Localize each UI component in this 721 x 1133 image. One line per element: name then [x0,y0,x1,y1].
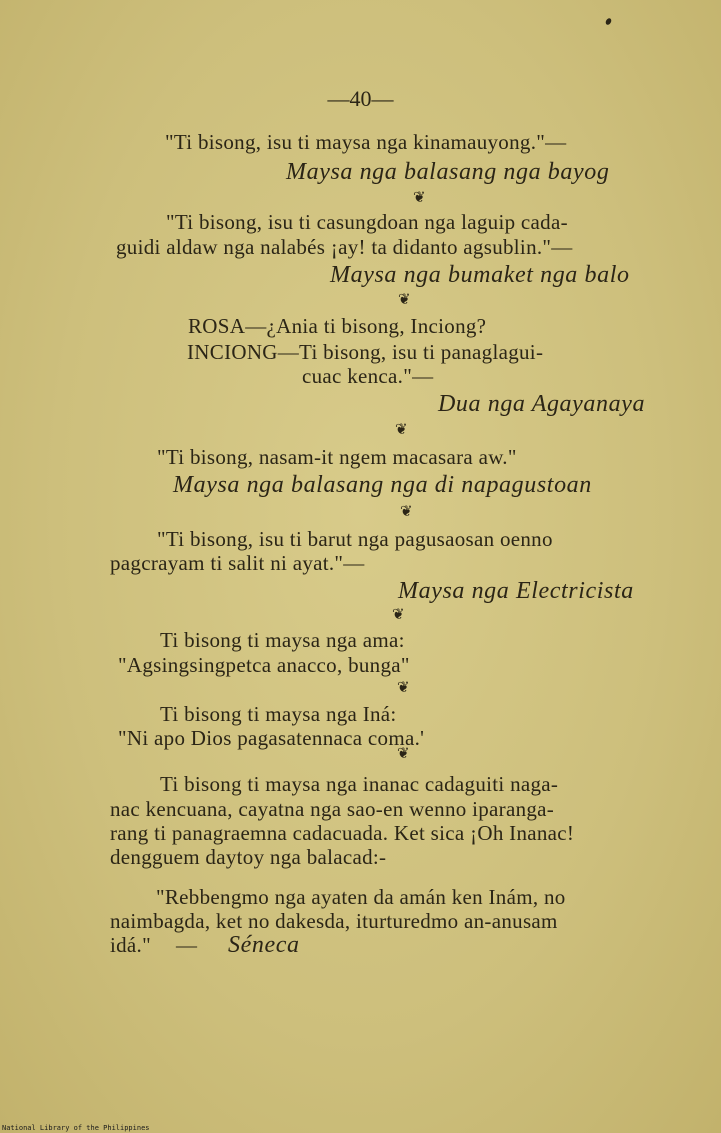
seneca-dash: — [176,933,198,957]
mother-saying-line-1: Ti bisong ti maysa nga Iná: [160,702,397,726]
seneca-quote-line-2: naimbagda, ket no dakesda, iturturedmo an-anusam [110,909,558,933]
attribution-3: Dua nga Agayanaya [438,391,646,417]
page-number: —40— [327,86,394,111]
fleuron-ornament: ❦ [397,680,410,696]
fleuron-ornament: ❦ [395,422,408,438]
dialogue-inciong-line-1: INCIONG—Ti bisong, isu ti panaglagui- [187,340,544,364]
mother-saying-line-2: "Ni apo Dios pagasatennaca coma.' [118,726,425,750]
child-paragraph-line-3: rang ti panagraemna cadacuada. Ket sica ¡Oh Inanac! [110,821,575,845]
seneca-quote-line-3: idá." [110,933,151,957]
fleuron-ornament: ❦ [392,607,405,623]
dialogue-rosa: ROSA—¿Ania ti bisong, Inciong? [188,314,487,338]
child-paragraph-line-4: dengguem daytoy nga balacad:- [110,845,387,869]
fleuron-ornament: ❦ [398,292,411,308]
quote-2-line-2: guidi aldaw nga nalabés ¡ay! ta didanto agsublin."— [116,235,573,259]
quote-1: "Ti bisong, isu ti maysa nga kinamauyong."— [165,130,567,154]
fleuron-ornament: ❦ [397,746,410,762]
child-paragraph-line-1: Ti bisong ti maysa nga inanac cadaguiti naga- [160,772,559,796]
quote-5-line-1: "Ti bisong, isu ti barut nga pagusaosan oenno [157,527,553,551]
quote-4: "Ti bisong, nasam-it ngem macasara aw." [157,445,517,469]
attribution-4: Maysa nga balasang nga di napagustoan [173,472,592,498]
ink-speck [605,17,613,26]
attribution-2: Maysa nga bumaket nga balo [330,262,630,288]
library-footer: National Library of the Philippines [2,1124,150,1132]
author-seneca: Séneca [228,932,300,958]
father-saying-line-2: "Agsingsingpetca anacco, bunga" [118,653,410,677]
fleuron-ornament: ❦ [413,190,426,206]
child-paragraph-line-2: nac kencuana, cayatna nga sao-en wenno iparanga- [110,797,555,821]
attribution-1: Maysa nga balasang nga bayog [286,159,610,185]
seneca-quote-line-1: "Rebbengmo nga ayaten da amán ken Inám, no [156,885,566,909]
quote-5-line-2: pagcrayam ti salit ni ayat."— [110,551,365,575]
attribution-5: Maysa nga Electricista [398,578,634,604]
quote-2-line-1: "Ti bisong, isu ti casungdoan nga laguip cada- [166,210,568,234]
father-saying-line-1: Ti bisong ti maysa nga ama: [160,628,405,652]
dialogue-inciong-line-2: cuac kenca."— [302,364,434,388]
fleuron-ornament: ❦ [400,504,413,520]
